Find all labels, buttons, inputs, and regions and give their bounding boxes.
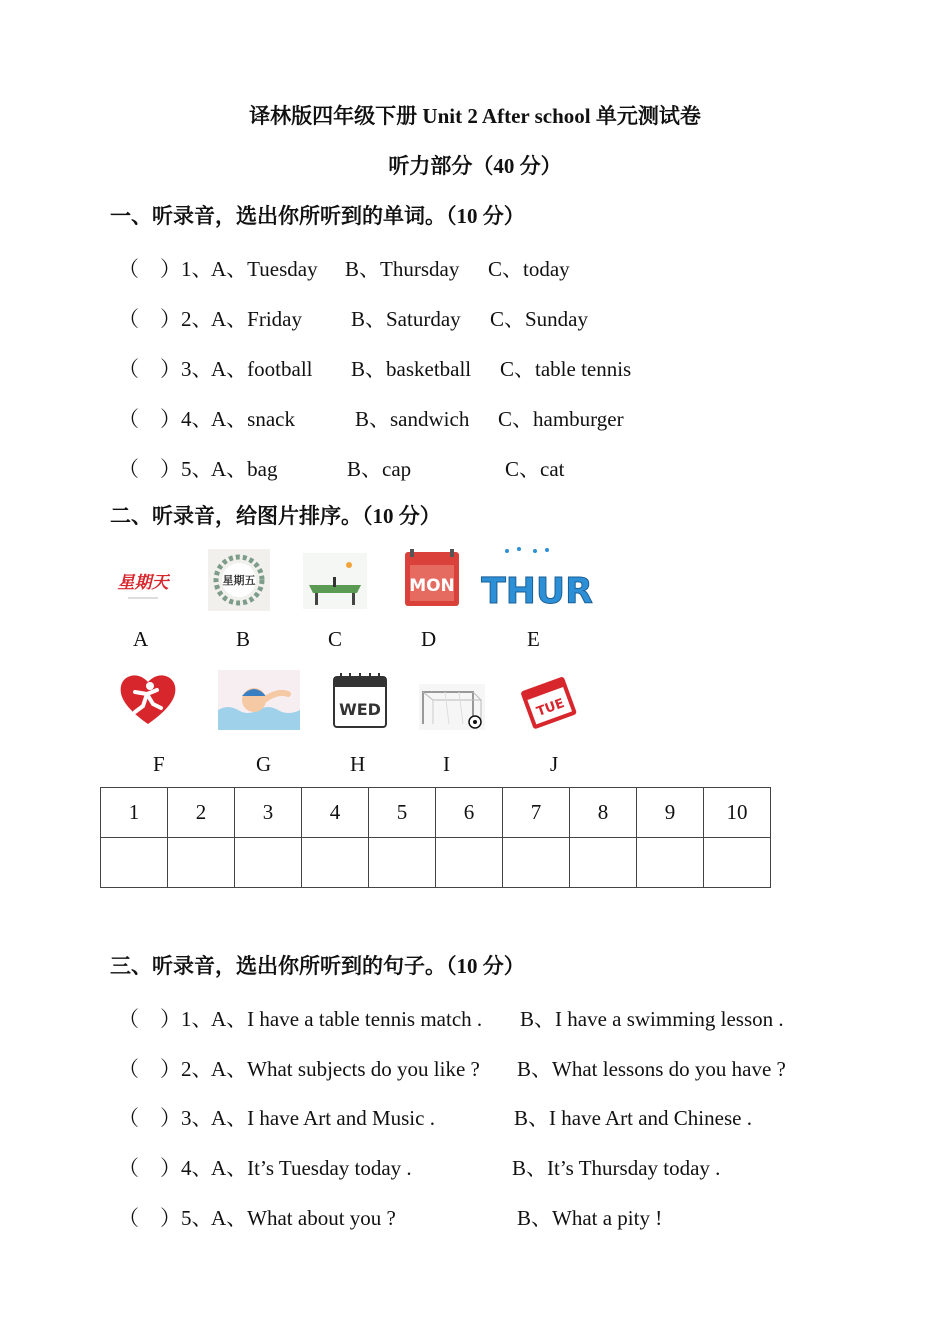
picture-j-tuesday-calendar [517,671,579,731]
option-a[interactable]: A、Friday [211,307,302,331]
picture-d-text: MON [409,576,455,596]
picture-b-friday [208,549,270,611]
answer-blank-cell[interactable] [369,838,436,888]
option-b[interactable]: B、What a pity ! [517,1206,663,1230]
answer-number-cell: 3 [235,788,302,838]
answer-blank-cell[interactable] [704,838,771,888]
option-a[interactable]: A、snack [211,407,295,431]
answer-number-cell: 5 [369,788,436,838]
picture-letter: D [421,627,437,651]
option-a[interactable]: A、What subjects do you like ? [211,1057,480,1081]
option-b[interactable]: B、sandwich [355,407,470,431]
answer-number-cell: 8 [570,788,637,838]
answer-blank-cell[interactable] [436,838,503,888]
option-a[interactable]: A、What about you ? [211,1206,396,1230]
option-c[interactable]: C、Sunday [490,307,589,331]
picture-h-wednesday-calendar [333,673,387,729]
picture-h-text: WED [339,700,381,719]
answer-number-cell: 9 [637,788,704,838]
option-b[interactable]: B、cap [347,457,412,481]
answer-blank-cell[interactable] [637,838,704,888]
picture-letter: F [153,752,165,776]
question-prefix[interactable]: （ ）3、 [118,357,213,381]
option-c[interactable]: C、cat [505,457,565,481]
picture-letter: J [550,752,559,776]
picture-f-heart-sport-icon [117,668,179,728]
answer-number-cell: 2 [168,788,235,838]
option-b[interactable]: B、What lessons do you have ? [517,1057,786,1081]
answer-table-blank-row [101,838,771,888]
picture-i-football-goal-icon [419,684,485,730]
picture-c-table-tennis-icon [303,553,367,609]
picture-a-text: 星期天 [117,573,169,593]
option-a[interactable]: A、It’s Tuesday today . [211,1156,412,1180]
answer-table [100,787,771,888]
picture-letter: B [236,627,251,651]
picture-j-text: TUE [534,696,567,720]
answer-number-cell: 10 [704,788,771,838]
option-a[interactable]: A、I have a table tennis match . [211,1007,483,1031]
question-prefix[interactable]: （ ）4、 [118,1156,213,1180]
option-a[interactable]: A、I have Art and Music . [211,1106,435,1130]
picture-d-monday-calendar [404,549,460,607]
question-prefix[interactable]: （ ）1、 [118,257,213,281]
option-a[interactable]: A、bag [211,457,278,481]
answer-blank-cell[interactable] [168,838,235,888]
picture-letter: A [133,627,149,651]
option-b[interactable]: B、Thursday [345,257,460,281]
picture-letter: C [328,627,343,651]
answer-number-cell: 7 [503,788,570,838]
question-prefix[interactable]: （ ）2、 [118,307,213,331]
option-b[interactable]: B、I have Art and Chinese . [514,1106,752,1130]
answer-table-header-row [101,788,771,838]
option-a[interactable]: A、football [211,357,313,381]
answer-blank-cell[interactable] [101,838,168,888]
option-c[interactable]: C、hamburger [498,407,624,431]
section-3-heading: 三、听录音，选出你所听到的句子。（10 分） [110,954,525,978]
picture-letter: H [350,752,366,776]
answer-blank-cell[interactable] [570,838,637,888]
answer-number-cell: 1 [101,788,168,838]
option-b[interactable]: B、I have a swimming lesson . [520,1007,784,1031]
question-prefix[interactable]: （ ）2、 [118,1057,213,1081]
listening-part-title: 听力部分（40 分） [388,154,562,178]
option-a[interactable]: A、Tuesday [211,257,318,281]
option-c[interactable]: C、today [488,257,570,281]
answer-blank-cell[interactable] [302,838,369,888]
question-prefix[interactable]: （ ）5、 [118,1206,213,1230]
answer-blank-cell[interactable] [503,838,570,888]
picture-letter: E [527,627,540,651]
picture-g-swimming-icon [218,670,300,730]
option-b[interactable]: B、basketball [351,357,472,381]
section-1-heading: 一、听录音，选出你所听到的单词。（10 分） [110,204,525,228]
picture-e-text: THUR [481,571,593,612]
section-2-heading: 二、听录音，给图片排序。（10 分） [110,504,441,528]
page-title: 译林版四年级下册 Unit 2 After school 单元测试卷 [249,104,701,128]
option-c[interactable]: C、table tennis [500,357,632,381]
answer-number-cell: 6 [436,788,503,838]
picture-e-thursday [481,545,593,612]
option-b[interactable]: B、It’s Thursday today . [512,1156,721,1180]
picture-a-sunday [110,560,176,606]
picture-letter: G [256,752,272,776]
option-b[interactable]: B、Saturday [351,307,461,331]
question-prefix[interactable]: （ ）3、 [118,1106,213,1130]
question-prefix[interactable]: （ ）5、 [118,457,213,481]
question-prefix[interactable]: （ ）4、 [118,407,213,431]
picture-b-text: 星期五 [222,574,256,587]
picture-letter: I [443,752,450,776]
answer-number-cell: 4 [302,788,369,838]
question-prefix[interactable]: （ ）1、 [118,1007,213,1031]
answer-blank-cell[interactable] [235,838,302,888]
